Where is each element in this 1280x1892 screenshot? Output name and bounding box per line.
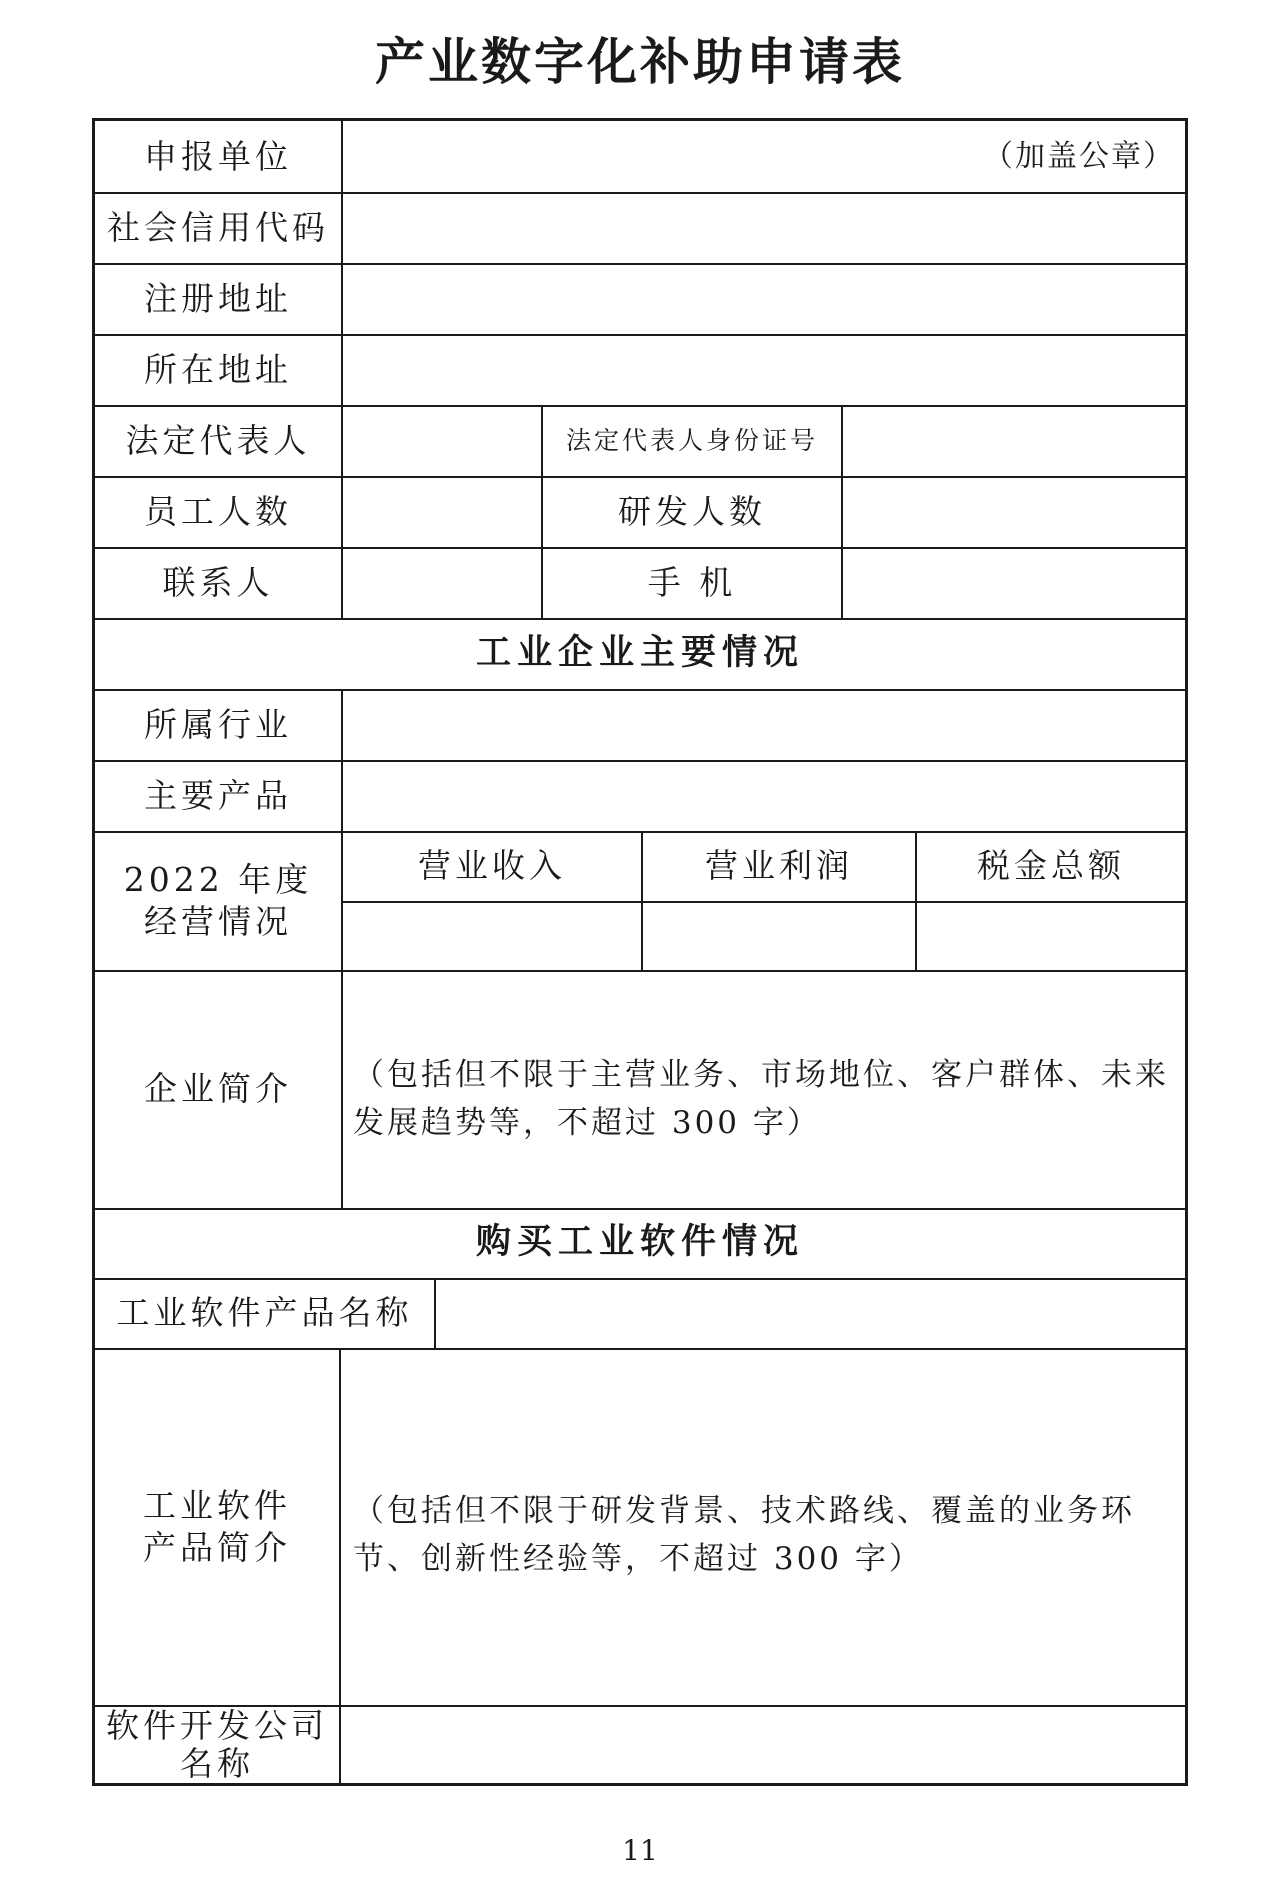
product-intro-label-line2: 产品简介 — [143, 1527, 291, 1567]
main-products-input[interactable] — [343, 760, 1185, 831]
operation-label-line1: 2022 年度 — [123, 860, 313, 900]
sector-label: 所属行业 — [144, 704, 292, 744]
developer-label-line1: 软件开发公司 — [106, 1706, 328, 1746]
product-name-label: 工业软件产品名称 — [116, 1293, 413, 1333]
operation-label — [95, 831, 341, 970]
registered-address-input[interactable] — [343, 263, 1185, 334]
legal-rep-id-input[interactable] — [843, 405, 1185, 476]
product-name-input[interactable] — [436, 1278, 1185, 1348]
registered-address-label: 注册地址 — [144, 278, 292, 318]
mobile-input[interactable] — [843, 547, 1185, 618]
intro-textarea-note[interactable]: （包括但不限于主营业务、市场地位、客户群体、未来发展趋势等，不超过 300 字） — [353, 1057, 1169, 1141]
staff-count-input[interactable] — [343, 476, 541, 547]
section-title-software: 购买工业软件情况 — [475, 1222, 804, 1263]
rd-staff-input[interactable] — [843, 476, 1185, 547]
sector-input[interactable] — [343, 689, 1185, 760]
product-intro-textarea-note[interactable]: （包括但不限于研发背景、技术路线、覆盖的业务环节、创新性经验等，不超过 300 字） — [353, 1493, 1135, 1577]
application-form-table — [92, 118, 1188, 1786]
form-title: 产业数字化补助申请表 — [375, 33, 905, 91]
profit-label: 营业利润 — [705, 846, 853, 886]
profit-input[interactable] — [643, 903, 915, 970]
staff-count-label: 员工人数 — [144, 491, 292, 531]
tax-label: 税金总额 — [977, 846, 1125, 886]
credit-code-label: 社会信用代码 — [107, 207, 329, 247]
developer-input[interactable] — [341, 1707, 1185, 1783]
operation-label-line2: 经营情况 — [144, 901, 292, 941]
section-title-industry: 工业企业主要情况 — [475, 632, 804, 673]
developer-label — [95, 1707, 339, 1783]
mobile-label: 手 机 — [647, 562, 737, 602]
legal-rep-input[interactable] — [343, 405, 541, 476]
product-intro-label-line1: 工业软件 — [143, 1486, 291, 1526]
contact-label: 联系人 — [162, 562, 274, 602]
legal-rep-label: 法定代表人 — [125, 420, 311, 460]
revenue-label: 营业收入 — [418, 846, 566, 886]
unit-input-seal-note[interactable]: （加盖公章） — [983, 138, 1175, 174]
unit-label: 申报单位 — [144, 136, 292, 176]
revenue-input[interactable] — [343, 903, 641, 970]
contact-input[interactable] — [343, 547, 541, 618]
product-intro-label — [95, 1348, 339, 1705]
legal-rep-id-label: 法定代表人身份证号 — [565, 425, 818, 455]
location-label: 所在地址 — [144, 349, 292, 389]
rd-staff-label: 研发人数 — [618, 491, 766, 531]
developer-label-line2: 名称 — [180, 1744, 254, 1783]
intro-label: 企业简介 — [144, 1069, 292, 1109]
main-products-label: 主要产品 — [144, 775, 292, 815]
credit-code-input[interactable] — [343, 192, 1185, 263]
tax-input[interactable] — [917, 903, 1185, 970]
location-input[interactable] — [343, 334, 1185, 405]
page-number: 11 — [622, 1834, 658, 1867]
